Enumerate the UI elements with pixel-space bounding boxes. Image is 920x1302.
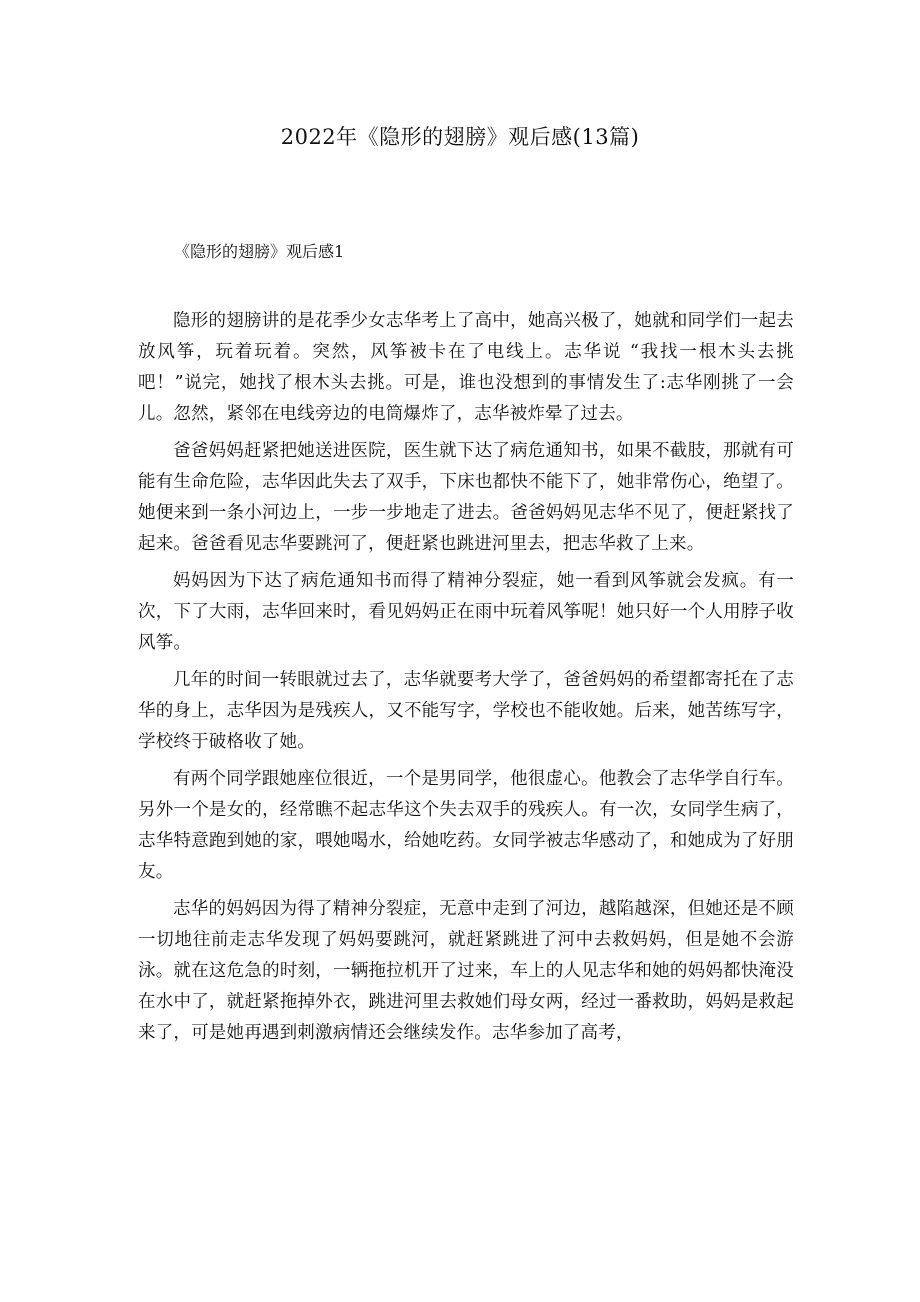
paragraph: 志华的妈妈因为得了精神分裂症，无意中走到了河边，越陷越深，但她还是不顾一切地往前走志华发现了妈妈要跳河，就赶紧跳进了河中去救妈妈，但是她不会游泳。就在这危急的时刻，一辆拖拉机开了过来，车上的人见志华和她的妈妈都快淹没在水中了，就赶紧拖掉外衣，跳进河里去救她们母女两，经过一番救助，妈妈是救起来了，可是她再遇到刺激病情还会继续发作。志华参加了高考， — [138, 899, 794, 1043]
paragraph: 爸爸妈妈赶紧把她送进医院，医生就下达了病危通知书，如果不截肢，那就有可能有生命危险，志华因此失去了双手，下床也都快不能下了，她非常伤心，绝望了。她便来到一条小河边上，一步一步地走了进去。爸爸妈妈见志华不见了，便赶紧找了起来。爸爸看见志华要跳河了，便赶紧也跳进河里去，把志华救了上来。 — [138, 441, 794, 554]
paragraph: 有两个同学跟她座位很近，一个是男同学，他很虚心。他教会了志华学自行车。另外一个是女的，经常瞧不起志华这个失去双手的残疾人。有一次，女同学生病了，志华特意跑到她的家，喂她喝水，给她吃药。女同学被志华感动了，和她成为了好朋友。 — [138, 769, 794, 882]
paragraph: 几年的时间一转眼就过去了，志华就要考大学了，爸爸妈妈的希望都寄托在了志华的身上，志华因为是残疾人，又不能写字，学校也不能收她。后来，她苦练写字，学校终于破格收了她。 — [138, 670, 794, 752]
section-heading: 《隐形的翅膀》观后感1 — [174, 242, 345, 261]
paragraph: 隐形的翅膀讲的是花季少女志华考上了高中，她高兴极了，她就和同学们一起去放风筝，玩着玩着。突然，风筝被卡在了电线上。志华说 “我找一根木头去挑吧！”说完，她找了根木头去挑。可是，谁也没想到的事情发生了:志华刚挑了一会儿。忽然，紧邻在电线旁边的电筒爆炸了，志华被炸晕了过去。 — [138, 311, 794, 424]
document-title: 2022年《隐形的翅膀》观后感(13篇) — [280, 125, 640, 149]
article-body — [138, 306, 794, 1055]
paragraph: 妈妈因为下达了病危通知书而得了精神分裂症，她一看到风筝就会发疯。有一次，下了大雨，志华回来时，看见妈妈正在雨中玩着风筝呢！她只好一个人用脖子收风筝。 — [138, 571, 794, 653]
